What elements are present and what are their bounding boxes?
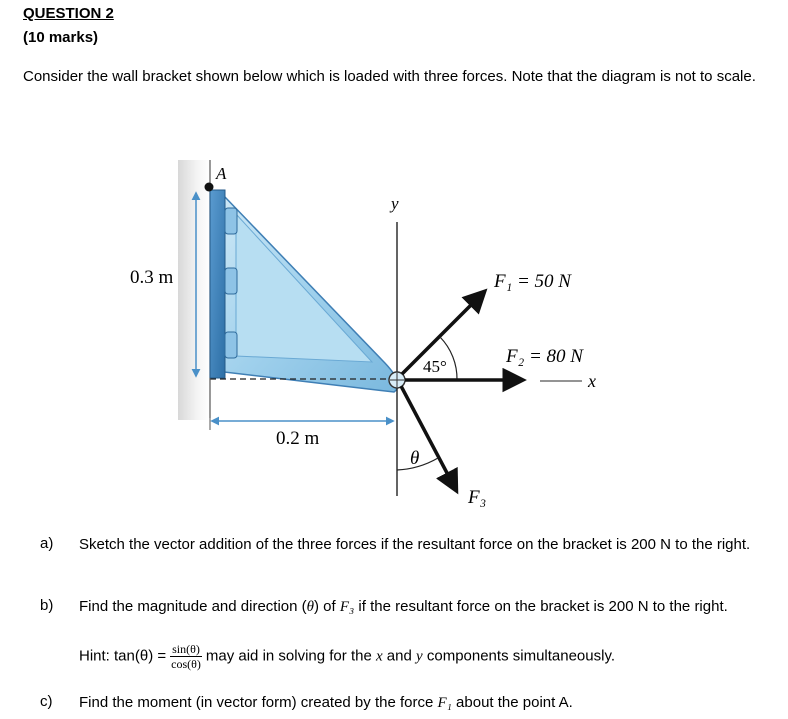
part-b-f3: F₃ [339, 599, 355, 615]
y-axis-label: y [391, 194, 399, 213]
hint-fraction [170, 642, 202, 671]
force-f2-label: F₂ = 80 N [506, 346, 583, 367]
hint-end: components simultaneously. [422, 647, 616, 665]
hint-denominator: cos(θ) [171, 657, 201, 671]
force-f3-arrow [401, 386, 456, 490]
question-marks: (10 marks) [23, 29, 99, 46]
part-b-label: b) [40, 597, 54, 614]
back-plate [210, 190, 225, 378]
part-b-text-before: Find the magnitude and direction ( [79, 598, 307, 615]
point-a-label: A [216, 164, 227, 183]
part-c-text-before: Find the moment (in vector form) created by the force [79, 694, 438, 711]
angle-45-label: 45° [423, 357, 447, 376]
hint-prefix: Hint: tan(θ) = [79, 647, 167, 665]
angle-theta-label: θ [410, 448, 420, 469]
height-dimension-label: 0.3 m [130, 267, 174, 288]
question-intro: Consider the wall bracket shown below which is loaded with three forces. Note that the diagram is not to scale. [23, 68, 756, 85]
part-b-text-after: if the resultant force on the bracket is 200 N to the right. [354, 598, 728, 615]
part-b-theta: θ [306, 599, 315, 615]
force-f3-label: F₃ [468, 487, 487, 508]
hint-and: and [382, 647, 417, 665]
hint-x: x [375, 648, 383, 665]
hint-before-x: may aid in solving for the [205, 647, 376, 665]
part-b-text [79, 596, 769, 618]
part-a-text: Sketch the vector addition of the three forces if the resultant force on the bracket is 200 N to the right. [79, 536, 751, 553]
part-c-label: c) [40, 693, 53, 710]
x-axis-label: x [588, 371, 596, 391]
point-a-marker [205, 183, 214, 192]
bracket-web [236, 214, 372, 362]
part-c-text-after: about the point A. [451, 694, 573, 711]
part-b-hint [79, 642, 769, 671]
part-c-text [79, 692, 769, 714]
part-c-f1: F₁ [437, 695, 452, 711]
hint-y: y [416, 648, 423, 665]
part-b-text-mid: ) of [314, 598, 340, 615]
force-f1-label: F₁ = 50 N [494, 271, 571, 292]
wall [178, 160, 210, 420]
width-dimension-label: 0.2 m [276, 428, 320, 449]
question-title: QUESTION 2 [23, 5, 114, 22]
part-a-label: a) [40, 535, 54, 552]
hint-numerator: sin(θ) [172, 642, 200, 656]
bolts [225, 208, 237, 358]
